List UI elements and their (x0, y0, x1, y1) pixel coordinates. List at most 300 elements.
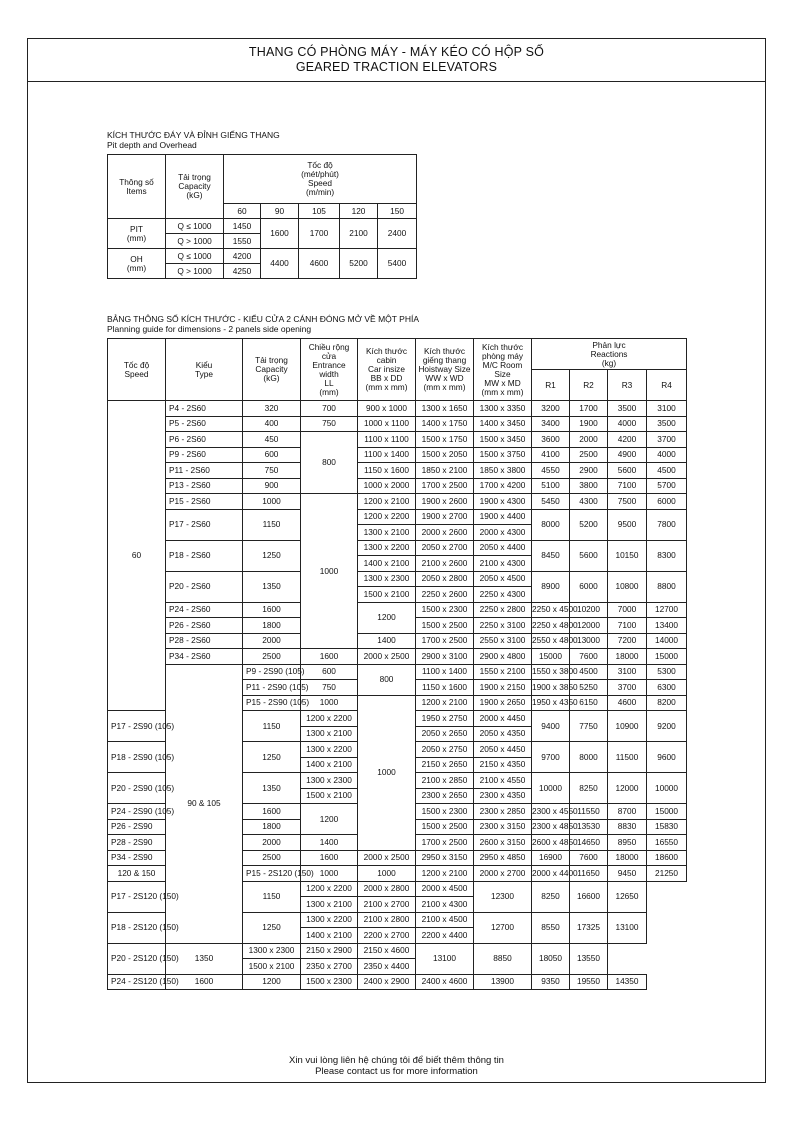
reaction-r2-cell: 8550 (532, 912, 570, 943)
reaction-r1-cell: 5250 (570, 680, 608, 696)
reaction-r2-cell: 3100 (608, 664, 647, 680)
hoistway-size-cell: 2300 x 2650 (416, 788, 474, 804)
capacity-cell: 600 (243, 447, 301, 463)
reaction-r3-cell: 7100 (608, 478, 647, 494)
reaction-r3-cell: 7500 (608, 494, 647, 510)
car-size-cell: 1300 x 2200 (358, 540, 416, 556)
reaction-r2-cell: 6000 (570, 571, 608, 602)
reaction-r1-cell: 11550 (570, 804, 608, 820)
reaction-r3-cell: 12700 (647, 602, 687, 618)
capacity-cell: 1350 (243, 571, 301, 602)
reaction-r3-cell: 4900 (608, 447, 647, 463)
type-cell: P5 - 2S60 (166, 416, 243, 432)
table-row (108, 664, 687, 680)
hoistway-size-cell: 2000 x 2800 (358, 881, 416, 897)
entrance-width-cell: 800 (358, 664, 416, 695)
hoistway-size-cell: 2250 x 2800 (474, 602, 532, 618)
reaction-r1-cell: 4500 (570, 664, 608, 680)
machine-room-size-cell: 2050 x 4350 (474, 726, 532, 742)
plan-header-machine-room-size: Kích thước phòng máy M/C Room Size MW x MD (mm x mm) (474, 339, 532, 401)
machine-room-size-cell: 2150 x 4350 (474, 757, 532, 773)
capacity-cell: 900 (243, 478, 301, 494)
car-size-cell: 1500 x 2100 (301, 788, 358, 804)
hoistway-size-cell: 1900 x 2700 (416, 509, 474, 525)
oh-value-cell: 5400 (378, 249, 417, 279)
pit-overhead-table (107, 154, 417, 279)
table-row (108, 509, 687, 525)
car-size-cell: 1200 x 2200 (301, 711, 358, 727)
type-cell: P11 - 2S90 (105) (243, 680, 301, 696)
plan-title-en: Planning guide for dimensions - 2 panels side opening (107, 324, 312, 334)
car-size-cell: 1400 x 2100 (301, 757, 358, 773)
reaction-r2-cell: 1900 (570, 416, 608, 432)
reaction-r4-cell: 4000 (647, 447, 687, 463)
car-size-cell: 1150 x 1600 (416, 680, 474, 696)
reaction-r3-cell: 9500 (608, 509, 647, 540)
type-cell: P24 - 2S90 (105) (108, 804, 166, 820)
hoistway-size-cell: 2900 x 3100 (416, 649, 474, 665)
pit-title-vn: KÍCH THƯỚC ĐÁY VÀ ĐỈNH GIẾNG THANG (107, 130, 280, 140)
hoistway-size-cell: 1400 x 1750 (416, 416, 474, 432)
hoistway-size-cell: 2250 x 2600 (416, 587, 474, 603)
reaction-r3-cell: 10900 (608, 711, 647, 742)
hoistway-size-cell: 2100 x 2850 (416, 773, 474, 789)
type-cell: P11 - 2S60 (166, 463, 243, 479)
reaction-r2-cell: 5600 (570, 540, 608, 571)
type-cell: P15 - 2S90 (105) (243, 695, 301, 711)
car-size-cell: 1100 x 1400 (358, 447, 416, 463)
reaction-r4-cell: 15000 (647, 649, 687, 665)
reaction-r4-cell: 13100 (608, 912, 647, 943)
type-cell: P18 - 2S120 (150) (108, 912, 166, 943)
type-cell: P17 - 2S60 (166, 509, 243, 540)
page-title-vn: THANG CÓ PHÒNG MÁY - MÁY KÉO CÓ HỘP SỐ (248, 45, 545, 59)
entrance-width-cell: 1000 (358, 695, 416, 850)
page-footer (27, 1055, 766, 1077)
capacity-cell: 1600 (243, 602, 301, 618)
reaction-r1-cell: 10000 (532, 773, 570, 804)
type-cell: P24 - 2S120 (150) (108, 974, 166, 990)
pit-speed-col: 90 (261, 204, 299, 219)
machine-room-size-cell: 2100 x 4300 (416, 897, 474, 913)
car-size-cell: 1400 x 2100 (358, 556, 416, 572)
reaction-r1-cell: 8900 (532, 571, 570, 602)
table-row (108, 571, 687, 587)
reaction-r1-cell: 10200 (570, 602, 608, 618)
reaction-r3-cell: 10150 (608, 540, 647, 571)
pit-speed-col: 150 (378, 204, 417, 219)
pit-value-cell: 1450 (224, 219, 261, 234)
reaction-r4-cell: 9600 (647, 742, 687, 773)
reaction-r1-cell: 4550 (532, 463, 570, 479)
footer-en: Please contact us for more information (315, 1066, 478, 1077)
machine-room-size-cell: 1400 x 3450 (474, 416, 532, 432)
machine-room-size-cell: 2300 x 4850 (532, 819, 570, 835)
capacity-cell: 750 (301, 680, 358, 696)
table-row (108, 633, 687, 649)
hoistway-size-cell: 1850 x 2100 (416, 463, 474, 479)
capacity-cell: 1250 (243, 540, 301, 571)
car-size-cell: 1300 x 2300 (243, 943, 301, 959)
machine-room-size-cell: 2250 x 4500 (532, 602, 570, 618)
reaction-r4-cell: 13550 (570, 943, 608, 974)
reaction-r2-cell: 9450 (608, 866, 647, 882)
plan-title-vn: BẢNG THÔNG SỐ KÍCH THƯỚC - KIỂU CỬA 2 CÁNH ĐÓNG MỞ VỀ MỘT PHÍA (107, 314, 419, 324)
entrance-width-cell: 1200 (243, 974, 301, 990)
capacity-cell: 1800 (243, 819, 301, 835)
type-cell: P20 - 2S60 (166, 571, 243, 602)
pit-speed-col: 60 (224, 204, 261, 219)
oh-value-cell: 4250 (224, 264, 261, 279)
capacity-cell: 1000 (301, 695, 358, 711)
reaction-r1-cell: 3600 (532, 432, 570, 448)
reaction-r3-cell: 18050 (532, 943, 570, 974)
reaction-r3-cell: 16600 (570, 881, 608, 912)
reaction-r2-cell: 8830 (608, 819, 647, 835)
plan-header-r2: R2 (570, 370, 608, 401)
car-size-cell: 2000 x 2500 (358, 649, 416, 665)
pit-value-cell: 2400 (378, 219, 417, 249)
pit-value-cell: 1700 (299, 219, 340, 249)
reaction-r4-cell: 9200 (647, 711, 687, 742)
reaction-r2-cell: 4600 (608, 695, 647, 711)
hoistway-size-cell: 1900 x 2150 (474, 680, 532, 696)
reaction-r2-cell: 3700 (608, 680, 647, 696)
plan-header-capacity: Tải trọng Capacity (kG) (243, 339, 301, 401)
reaction-r3-cell: 19550 (570, 974, 608, 990)
machine-room-size-cell: 2000 x 4450 (474, 711, 532, 727)
hoistway-size-cell: 1900 x 2600 (416, 494, 474, 510)
footer-vn: Xin vui lòng liên hệ chúng tôi để biết thêm thông tin (289, 1055, 504, 1066)
reaction-r3-cell: 4200 (608, 432, 647, 448)
reaction-r1-cell: 9700 (532, 742, 570, 773)
type-cell: P17 - 2S90 (105) (108, 711, 166, 742)
reaction-r1-cell: 12700 (474, 912, 532, 943)
car-size-cell: 2000 x 2500 (358, 850, 416, 866)
reaction-r1-cell: 11650 (570, 866, 608, 882)
planning-guide-table (107, 338, 687, 990)
table-row (108, 494, 687, 510)
plan-header-reactions: Phản lực Reactions (kg) (532, 339, 687, 370)
machine-room-size-cell: 2100 x 4300 (474, 556, 532, 572)
capacity-cell: 1150 (243, 881, 301, 912)
capacity-cell: 1000 (243, 494, 301, 510)
reaction-r4-cell: 14350 (608, 974, 647, 990)
machine-room-size-cell: 2100 x 4500 (416, 912, 474, 928)
type-cell: P9 - 2S60 (166, 447, 243, 463)
reaction-r1-cell: 3400 (532, 416, 570, 432)
reaction-r2-cell: 2000 (570, 432, 608, 448)
pit-header-items: Thông số Items (108, 155, 166, 219)
car-size-cell: 1700 x 2500 (416, 835, 474, 851)
capacity-cell: 1800 (243, 618, 301, 634)
hoistway-size-cell: 2300 x 2850 (474, 804, 532, 820)
reaction-r4-cell: 6000 (647, 494, 687, 510)
reaction-r3-cell: 5300 (647, 664, 687, 680)
hoistway-size-cell: 2050 x 2650 (416, 726, 474, 742)
reaction-r2-cell: 7750 (570, 711, 608, 742)
reaction-r2-cell: 7100 (608, 618, 647, 634)
reaction-r3-cell: 15000 (647, 804, 687, 820)
reaction-r1-cell: 12000 (570, 618, 608, 634)
hoistway-size-cell: 1300 x 1650 (416, 401, 474, 417)
reaction-r3-cell: 3500 (608, 401, 647, 417)
car-size-cell: 1200 x 2100 (416, 695, 474, 711)
machine-room-size-cell: 1550 x 3800 (532, 664, 570, 680)
table-row (108, 478, 687, 494)
reaction-r2-cell: 7200 (608, 633, 647, 649)
reaction-r1-cell: 9400 (532, 711, 570, 742)
reaction-r1-cell: 13100 (416, 943, 474, 974)
reaction-r2-cell: 5200 (570, 509, 608, 540)
reaction-r1-cell: 13530 (570, 819, 608, 835)
reaction-r1-cell: 8000 (532, 509, 570, 540)
reaction-r1-cell: 5100 (532, 478, 570, 494)
reaction-r1-cell: 6150 (570, 695, 608, 711)
car-size-cell: 1100 x 1400 (416, 664, 474, 680)
reaction-r1-cell: 16900 (532, 850, 570, 866)
speed-cell: 60 (108, 401, 166, 711)
machine-room-size-cell: 2000 x 4500 (416, 881, 474, 897)
entrance-width-cell: 800 (301, 432, 358, 494)
reaction-r3-cell: 21250 (647, 866, 687, 882)
capacity-cell: 2000 (243, 835, 301, 851)
car-size-cell: 1300 x 2100 (301, 897, 358, 913)
entrance-width-cell: 750 (301, 416, 358, 432)
reaction-r1-cell: 12300 (474, 881, 532, 912)
reaction-r2-cell: 1700 (570, 401, 608, 417)
table-row (108, 416, 687, 432)
machine-room-size-cell: 2200 x 4400 (416, 928, 474, 944)
table-row (108, 974, 687, 990)
hoistway-size-cell: 1500 x 2050 (416, 447, 474, 463)
reaction-r4-cell: 10000 (647, 773, 687, 804)
machine-room-size-cell: 1500 x 3750 (474, 447, 532, 463)
reaction-r3-cell: 10800 (608, 571, 647, 602)
car-size-cell: 1500 x 2100 (243, 959, 301, 975)
hoistway-size-cell: 2950 x 3150 (416, 850, 474, 866)
type-cell: P28 - 2S60 (166, 633, 243, 649)
entrance-width-cell: 1600 (301, 850, 358, 866)
hoistway-size-cell: 2250 x 3100 (474, 618, 532, 634)
type-cell: P28 - 2S90 (108, 835, 166, 851)
entrance-width-cell: 1200 (358, 602, 416, 633)
planning-guide-body (108, 401, 687, 990)
hoistway-size-cell: 2100 x 2800 (358, 912, 416, 928)
machine-room-size-cell: 2950 x 4850 (474, 850, 532, 866)
machine-room-size-cell: 1950 x 4350 (532, 695, 570, 711)
table-row (108, 602, 687, 618)
machine-room-size-cell: 2300 x 4550 (532, 804, 570, 820)
reaction-r3-cell: 8200 (647, 695, 687, 711)
reaction-r4-cell: 5700 (647, 478, 687, 494)
capacity-cell: 1150 (243, 509, 301, 540)
machine-room-size-cell: 2000 x 4300 (474, 525, 532, 541)
entrance-width-cell: 1200 (301, 804, 358, 835)
type-cell: P13 - 2S60 (166, 478, 243, 494)
pit-value-cell: 1550 (224, 234, 261, 249)
car-size-cell: 1300 x 2100 (301, 726, 358, 742)
hoistway-size-cell: 2150 x 2650 (416, 757, 474, 773)
machine-room-size-cell: 2300 x 4350 (474, 788, 532, 804)
pit-capacity-cell: Q > 1000 (166, 234, 224, 249)
type-cell: P20 - 2S120 (150) (108, 943, 166, 974)
machine-room-size-cell: 1300 x 3350 (474, 401, 532, 417)
car-size-cell: 1200 x 2200 (358, 509, 416, 525)
reaction-r3-cell: 17325 (570, 912, 608, 943)
capacity-cell: 1150 (243, 711, 301, 742)
reaction-r2-cell: 8700 (608, 804, 647, 820)
car-size-cell: 1000 x 1100 (358, 416, 416, 432)
pit-capacity-cell: Q ≤ 1000 (166, 219, 224, 234)
plan-header-car-size: Kích thước cabin Car insize BB x DD (mm x mm) (358, 339, 416, 401)
hoistway-size-cell: 2200 x 2700 (358, 928, 416, 944)
capacity-cell: 600 (301, 664, 358, 680)
reaction-r3-cell: 14000 (647, 633, 687, 649)
reaction-r4-cell: 7800 (647, 509, 687, 540)
reaction-r4-cell: 4500 (647, 463, 687, 479)
hoistway-size-cell: 2100 x 2600 (416, 556, 474, 572)
hoistway-size-cell: 1700 x 2500 (416, 478, 474, 494)
reaction-r3-cell: 4000 (608, 416, 647, 432)
pit-row-label: PIT (mm) (108, 219, 166, 249)
reaction-r3-cell: 16550 (647, 835, 687, 851)
car-size-cell: 1200 x 2100 (358, 494, 416, 510)
table-row (108, 463, 687, 479)
reaction-r3-cell: 6300 (647, 680, 687, 696)
table-row (108, 540, 687, 556)
plan-header-r4: R4 (647, 370, 687, 401)
hoistway-size-cell: 1900 x 2650 (474, 695, 532, 711)
table-row (108, 401, 687, 417)
hoistway-size-cell: 2300 x 3150 (474, 819, 532, 835)
reaction-r1-cell: 14650 (570, 835, 608, 851)
car-size-cell: 1200 x 2100 (416, 866, 474, 882)
hoistway-size-cell: 2150 x 2900 (301, 943, 358, 959)
plan-header-r3: R3 (608, 370, 647, 401)
capacity-cell: 750 (243, 463, 301, 479)
reaction-r1-cell: 15000 (532, 649, 570, 665)
reaction-r4-cell: 8800 (647, 571, 687, 602)
car-size-cell: 1300 x 2100 (358, 525, 416, 541)
reaction-r2-cell: 4300 (570, 494, 608, 510)
type-cell: P26 - 2S60 (166, 618, 243, 634)
car-size-cell: 1500 x 2300 (416, 804, 474, 820)
machine-room-size-cell: 1900 x 4400 (474, 509, 532, 525)
type-cell: P20 - 2S90 (105) (108, 773, 166, 804)
reaction-r2-cell: 9350 (532, 974, 570, 990)
plan-header-speed: Tốc độ Speed (108, 339, 166, 401)
hoistway-size-cell: 2000 x 2600 (416, 525, 474, 541)
machine-room-size-cell: 1850 x 3800 (474, 463, 532, 479)
hoistway-size-cell: 2350 x 2700 (301, 959, 358, 975)
type-cell: P15 - 2S120 (150) (243, 866, 301, 882)
reaction-r3-cell: 13400 (647, 618, 687, 634)
capacity-cell: 1350 (166, 943, 243, 974)
type-cell: P34 - 2S60 (166, 649, 243, 665)
machine-room-size-cell: 2550 x 4800 (532, 633, 570, 649)
hoistway-size-cell: 2600 x 3150 (474, 835, 532, 851)
speed-cell: 90 & 105 (166, 664, 243, 943)
oh-value-cell: 4200 (224, 249, 261, 264)
type-cell: P9 - 2S90 (105) (243, 664, 301, 680)
type-cell: P18 - 2S90 (105) (108, 742, 166, 773)
type-cell: P6 - 2S60 (166, 432, 243, 448)
capacity-cell: 1600 (166, 974, 243, 990)
pit-section-title (107, 130, 280, 150)
reaction-r3-cell: 11500 (608, 742, 647, 773)
capacity-cell: 1350 (243, 773, 301, 804)
car-size-cell: 1500 x 2500 (416, 819, 474, 835)
hoistway-size-cell: 1550 x 2100 (474, 664, 532, 680)
machine-room-size-cell: 2050 x 4500 (474, 571, 532, 587)
type-cell: P18 - 2S60 (166, 540, 243, 571)
table-row (108, 447, 687, 463)
machine-room-size-cell: 2900 x 4800 (474, 649, 532, 665)
entrance-width-cell: 1000 (301, 494, 358, 649)
car-size-cell: 1500 x 2500 (416, 618, 474, 634)
hoistway-size-cell: 2000 x 2700 (474, 866, 532, 882)
reaction-r3-cell: 18000 (608, 850, 647, 866)
reaction-r2-cell: 8250 (570, 773, 608, 804)
reaction-r1-cell: 13000 (570, 633, 608, 649)
machine-room-size-cell: 2250 x 4800 (532, 618, 570, 634)
car-size-cell: 1300 x 2200 (301, 912, 358, 928)
speed-cell: 120 & 150 (108, 866, 166, 882)
oh-row-label: OH (mm) (108, 249, 166, 279)
car-size-cell: 900 x 1000 (358, 401, 416, 417)
machine-room-size-cell: 2000 x 4400 (532, 866, 570, 882)
capacity-cell: 1250 (243, 912, 301, 943)
type-cell: P17 - 2S120 (150) (108, 881, 166, 912)
hoistway-size-cell: 2050 x 2700 (416, 540, 474, 556)
reaction-r4-cell: 18600 (647, 850, 687, 866)
machine-room-size-cell: 1700 x 4200 (474, 478, 532, 494)
hoistway-size-cell: 2050 x 2800 (416, 571, 474, 587)
capacity-cell: 400 (243, 416, 301, 432)
car-size-cell: 1500 x 2300 (416, 602, 474, 618)
reaction-r2-cell: 3800 (570, 478, 608, 494)
car-size-cell: 1200 x 2200 (301, 881, 358, 897)
pit-speed-col: 120 (340, 204, 378, 219)
reaction-r2-cell: 8250 (532, 881, 570, 912)
reaction-r2-cell: 8000 (570, 742, 608, 773)
pit-header-capacity: Tải trọng Capacity (kG) (166, 155, 224, 219)
reaction-r2-cell: 8950 (608, 835, 647, 851)
reaction-r4-cell: 3500 (647, 416, 687, 432)
entrance-width-cell: 1600 (301, 649, 358, 665)
plan-section-title (107, 314, 419, 334)
car-size-cell: 1100 x 1100 (358, 432, 416, 448)
machine-room-size-cell: 1900 x 3850 (532, 680, 570, 696)
hoistway-size-cell: 1950 x 2750 (416, 711, 474, 727)
page-header (27, 38, 766, 82)
reaction-r4-cell: 8300 (647, 540, 687, 571)
oh-capacity-cell: Q ≤ 1000 (166, 249, 224, 264)
capacity-cell: 2500 (243, 850, 301, 866)
reaction-r1-cell: 8450 (532, 540, 570, 571)
page-title-en: GEARED TRACTION ELEVATORS (295, 60, 498, 74)
reaction-r2-cell: 2500 (570, 447, 608, 463)
type-cell: P4 - 2S60 (166, 401, 243, 417)
hoistway-size-cell: 2100 x 2700 (358, 897, 416, 913)
capacity-cell: 1250 (243, 742, 301, 773)
reaction-r1-cell: 13900 (474, 974, 532, 990)
machine-room-size-cell: 2100 x 4550 (474, 773, 532, 789)
hoistway-size-cell: 1500 x 1750 (416, 432, 474, 448)
pit-header-speed: Tốc độ (mét/phút) Speed (m/min) (224, 155, 417, 204)
hoistway-size-cell: 2050 x 2750 (416, 742, 474, 758)
